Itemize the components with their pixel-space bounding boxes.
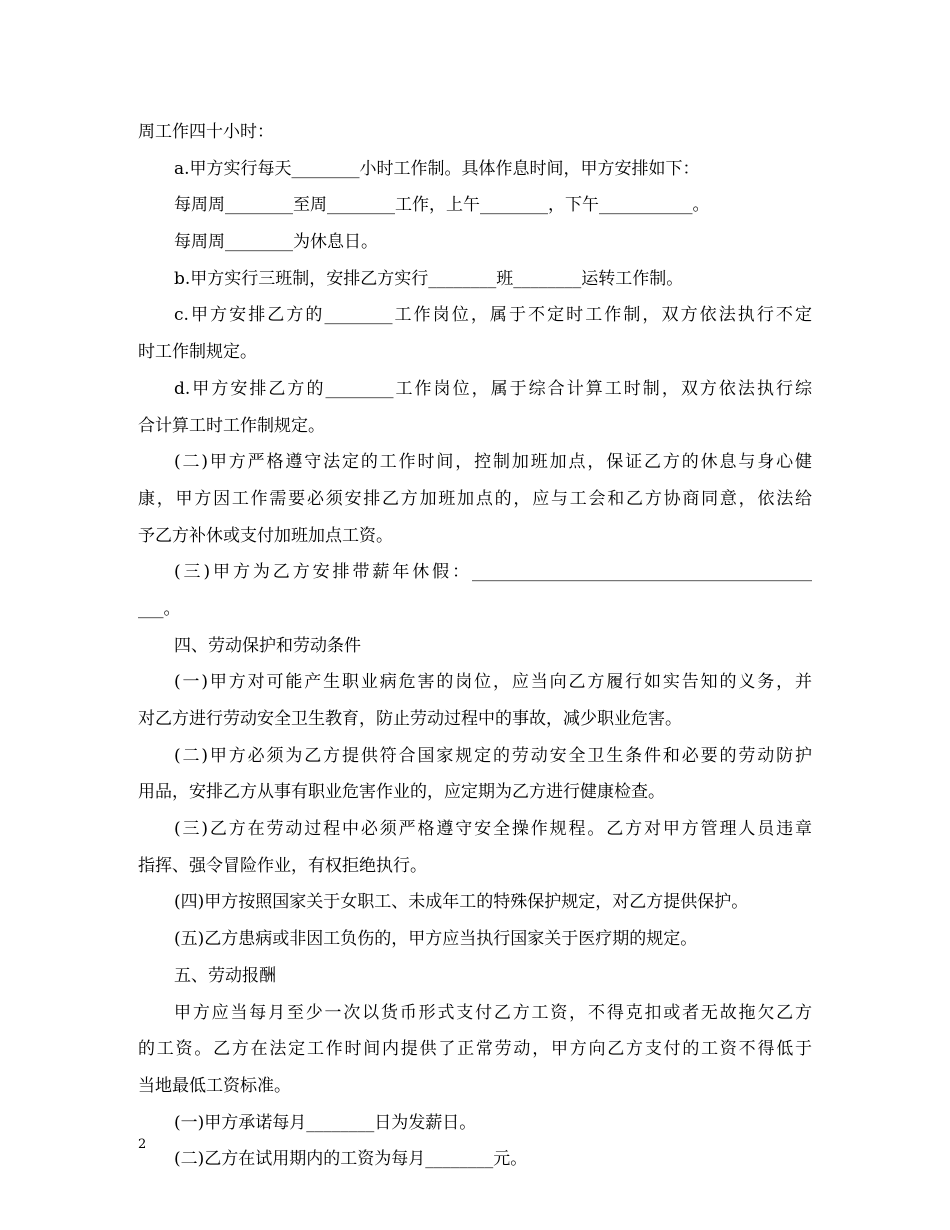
text-line: 的工资。乙方在法定工作时间内提供了正常劳动，甲方向乙方支付的工资不得低于 [138, 1039, 812, 1060]
text-line: ___。 [138, 598, 181, 619]
text-line: 当地最低工资标准。 [138, 1075, 291, 1096]
text-line: (一)甲方承诺每月________日为发薪日。 [174, 1112, 477, 1133]
text-line: d.甲方安排乙方的________工作岗位，属于综合计算工时制，双方依法执行综 [174, 378, 812, 399]
text-line: c.甲方安排乙方的________工作岗位，属于不定时工作制，双方依法执行不定 [174, 305, 812, 326]
text-line: 指挥、强令冒险作业，有权拒绝执行。 [138, 855, 427, 876]
text-line: (三)甲方为乙方安排带薪年休假：________________________________________ [174, 562, 812, 583]
section-heading: 四、劳动保护和劳动条件 [174, 635, 361, 656]
text-line: 合计算工时工作制规定。 [138, 415, 325, 436]
text-line: 时工作制规定。 [138, 342, 257, 363]
text-line: b.甲方实行三班制，安排乙方实行________班________运转工作制。 [174, 268, 684, 289]
page-number: 2 [138, 1137, 147, 1152]
text-line: 甲方应当每月至少一次以货币形式支付乙方工资，不得克扣或者无故拖欠乙方 [174, 1002, 812, 1023]
text-line: 对乙方进行劳动安全卫生教育，防止劳动过程中的事故，减少职业危害。 [138, 709, 682, 729]
text-line: (五)乙方患病或非因工负伤的，甲方应当执行国家关于医疗期的规定。 [174, 929, 698, 950]
text-line: (四)甲方按照国家关于女职工、未成年工的特殊保护规定，对乙方提供保护。 [174, 892, 749, 913]
text-line: 每周周________为休息日。 [174, 232, 378, 253]
section-heading: 五、劳动报酬 [174, 965, 276, 986]
text-line: 用品，安排乙方从事有职业危害作业的，应定期为乙方进行健康检查。 [138, 782, 665, 803]
text-line: (二)甲方严格遵守法定的工作时间，控制加班加点，保证乙方的休息与身心健 [174, 452, 812, 473]
text-line: (二)乙方在试用期内的工资为每月________元。 [174, 1149, 528, 1170]
text-line: 周工作四十小时： [138, 122, 274, 142]
text-line: 予乙方补休或支付加班加点工资。 [138, 525, 393, 546]
text-line: (二)甲方必须为乙方提供符合国家规定的劳动安全卫生条件和必要的劳动防护 [174, 745, 812, 766]
text-line: (一)甲方对可能产生职业病危害的岗位，应当向乙方履行如实告知的义务，并 [174, 672, 812, 693]
text-line: 每周周________至周________工作，上午________，下午___________。 [174, 195, 710, 216]
text-line: 康，甲方因工作需要必须安排乙方加班加点的，应与工会和乙方协商同意，依法给 [138, 488, 812, 509]
text-line: (三)乙方在劳动过程中必须严格遵守安全操作规程。乙方对甲方管理人员违章 [174, 819, 812, 840]
document-body [138, 114, 812, 1178]
text-line: a.甲方实行每天________小时工作制。具体作息时间，甲方安排如下： [174, 158, 700, 179]
